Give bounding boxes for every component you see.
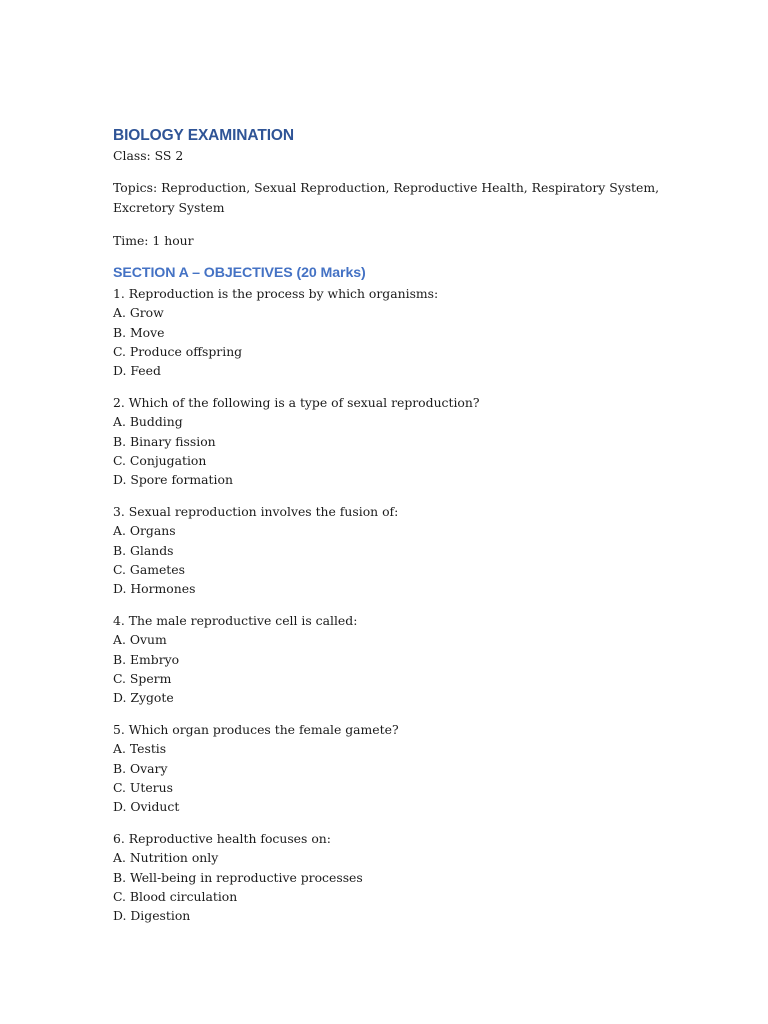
document-title: BIOLOGY EXAMINATION: [113, 127, 294, 144]
option-c: C. Blood circulation: [113, 888, 238, 904]
option-c: C. Uterus: [113, 779, 173, 795]
option-d: D. Oviduct: [113, 799, 180, 815]
question-stem: 1. Reproduction is the process by which organisms:: [113, 286, 439, 301]
question-stem: 5. Which organ produces the female gamete?: [113, 721, 399, 737]
option-b: B. Move: [113, 324, 165, 340]
question-stem: 2. Which of the following is a type of sexual reproduction?: [113, 394, 480, 410]
question-stem: 4. The male reproductive cell is called:: [113, 612, 358, 628]
topics-line: Topics: Reproduction, Sexual Reproduction, Reproductive Health, Respiratory System, Excretory System: [113, 179, 660, 215]
option-b: B. Well-being in reproductive processes: [113, 869, 363, 885]
option-a: A. Nutrition only: [113, 850, 219, 866]
option-a: A. Ovum: [113, 632, 167, 648]
option-b: B. Glands: [113, 542, 174, 558]
option-d: D. Feed: [113, 363, 161, 379]
document-page: [113, 126, 673, 938]
option-c: C. Gametes: [113, 561, 185, 577]
option-c: C. Produce offspring: [113, 343, 243, 359]
option-d: D. Digestion: [113, 908, 191, 924]
option-a: A. Testis: [113, 741, 167, 757]
option-c: C. Sperm: [113, 670, 172, 686]
option-d: D. Zygote: [113, 690, 174, 706]
option-b: B. Binary fission: [113, 433, 216, 449]
question-2: [113, 393, 673, 489]
time-line: Time: 1 hour: [113, 232, 194, 248]
option-a: A. Grow: [113, 305, 164, 321]
option-b: B. Embryo: [113, 651, 180, 667]
option-d: D. Hormones: [113, 581, 196, 597]
option-d: D. Spore formation: [113, 472, 233, 488]
question-5: [113, 720, 673, 816]
option-c: C. Conjugation: [113, 452, 207, 468]
option-b: B. Ovary: [113, 760, 168, 776]
option-a: A. Organs: [113, 523, 176, 539]
class-line: Class: SS 2: [113, 148, 184, 163]
question-stem: 3. Sexual reproduction involves the fusion of:: [113, 503, 399, 519]
question-6: [113, 829, 673, 925]
question-1: [113, 284, 673, 380]
section-a-heading: SECTION A – OBJECTIVES (20 Marks): [113, 265, 366, 281]
option-a: A. Budding: [113, 414, 183, 430]
question-stem: 6. Reproductive health focuses on:: [113, 830, 331, 846]
question-4: [113, 611, 673, 707]
question-3: [113, 502, 673, 598]
